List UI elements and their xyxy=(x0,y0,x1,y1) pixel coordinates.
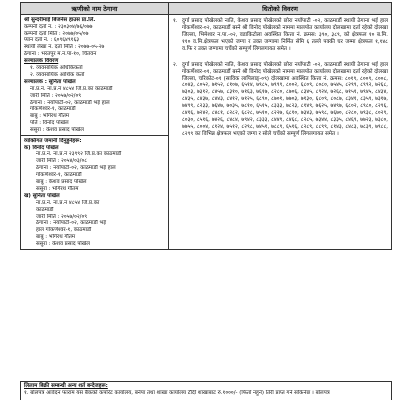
auction-terms-title: लिलाम बिक्री सम्बन्धी अन्य शर्त बन्देजहरू: xyxy=(24,383,108,389)
pan-no: प्यान दर्ता नं. : ६०९६४९१६३ xyxy=(24,37,80,44)
owner-line: गोकर्णेश्वर-१, काठमाडौं xyxy=(30,106,76,113)
guarantor-b-line: ना.प्र.नं. ना.प्र.नं ४८५४ जि.प्र.का xyxy=(36,199,100,206)
owner-line: पति : विनोद पोखेल xyxy=(30,120,69,127)
guarantor-b-line: जारी मिति : २०५७/०२/०९ xyxy=(36,213,88,220)
guarantor-b-line: ससुरा : केशव प्रसाद पोखेल xyxy=(36,241,90,248)
owner-line: ना.प्र.नं. ना.प्र.नं ४८५४ जि.प्र.का काठमाडौं xyxy=(30,85,113,92)
guarantor-a-line: ससुरा : भगिरथ गौतम xyxy=(36,185,79,192)
owner-line: ससुरा : केशव प्रसाद पोखेल xyxy=(30,127,84,134)
company-reg-no: कम्पनी दर्ता नं. : २३०३०४/७६/०७७ xyxy=(24,23,93,30)
guarantor-b-name: ख) सुनिता पोखेल xyxy=(24,192,60,199)
director-item: २. व्यवसायिक आर्थिक कर्ता xyxy=(30,71,85,78)
company-address: ठेगाना : भरतपुर म.न.पा-१०, चितवन xyxy=(24,51,97,58)
collateral-item-2 xyxy=(173,62,388,138)
directors-title: सञ्चालक विवरण xyxy=(24,58,59,65)
guarantor-a-line: बाबु : केशव प्रसाद पोखेल xyxy=(36,179,87,186)
company-name: श्री सुन्दरीमाई बिजनेस हाउस प्रा.लि. xyxy=(24,16,96,23)
borrower-details xyxy=(21,15,168,135)
guarantor-a-line: जारी मिति : २०५४/०३/०८ xyxy=(36,158,88,165)
collateral-item-text: दुर्गा प्रसाद पोखेलको नाति, केशव प्रसाद पोखेलको छोरा नयाँपाटी -०२, काठमाडौं स्थायी ठेगाना भई हाल गोकर्णेश्वर-०१, काठमाडौं बस्ने श्री विनोद पोखेलको नाममा मालपोत कार्यालय दोलखामा दर्ता रहेको दोलखा जिल्ला, चरिकोट-०१ (साविक लापिलाङ्-०९) दोलखामा अवस्थित कित्ता नं. क्रमस: ८०१९, ८००९, ८००८, ८०४३, ८०५२, ७१५२, ८१०७, ६५१४, ७९८५, ७९९९, ८००२, ६८०९, ८०८०, ७५४५, ८२९९, ८९९२, ७२६८, ७३०३, ७३१२, ८४५७, ८३१०, ७१६३, ७६१७, ८२८०, ८७०६, ८३४५, ८९२४, ७२६८, ७१५१, ७९४५, ८४३४, ८४३५, ८४३७, ८४४३, ८४१२, ७१२५, ६८९०, ८७०१, ७७०३, ७१३०, ६८०९, ८०८७, ८३४१, ८३५९, ७३१७, ७४९९, ८२३३, ७६४७, ७०३५, ७८१०, ६५१५, ८३३३, ७८२३, ८१४९, ७६२५, ७४९७, ६८०२, ८९८०, ८२९६, ८४१६, ७२४२, ८४८१, ८२८२, ६८२८, ७५१०, ८२२७, ६८१०, ७३४३, ७५९८, ७६७०, ८२८०, ७९३८, ८०२९, ८०३०, ८५१६, ७४२६, ८४८४, ७९४२, ८३३३, ८४४९, ८४६८, ८२८५, ७३४४, ८३३५, ८४६९, ७७२३, ७३८०, ७७५५, ८००४, ८१२४, ७५१२, ८२९८, ७४५१, ७८८९, ६५१६, ८२८९, ८८९९, ८१४३, ८४८३, ७८३९, ७९८८, ८२९९ का विभिन्न क्षेत्रफल भएको जग्गा र सोले चर्चेको सम्पूर्ण लिगलगायत समेत । xyxy=(182,61,388,137)
auction-terms-line: १. बोलपत्र आवेदन फाराम यस बैंकको कर्पोरेट कार्यालय, बनेपा तथा शाखा कार्यालय टौदी शाखाबाट रु.१०००/- (फिर्ता नहुने) तिरी प्राप्त गर्न सकिनेछ । बोलपत्र xyxy=(24,389,330,396)
collateral-column-header: धितोको विवरण xyxy=(169,3,392,15)
guarantor-a-name: क) विनोद पोखेल xyxy=(24,144,59,151)
owner-line: जारी मिति : २०५७/०२/०९ xyxy=(30,92,82,99)
auction-notice-table xyxy=(20,2,392,250)
guarantor-a-line: ना.प्र.नं. ना.प्र.नं २३९९२ जि.प्र.का काठमाडौं xyxy=(36,151,122,158)
collateral-item-text: दुर्गा प्रसाद पोखेलको नाति, केशव प्रसाद पोखेलको छोरा नयाँपाटी -०२, काठमाडौं स्थायी ठेगाना भई हाल गोकर्णेश्वर-०२, काठमाडौं बस्ने श्री विनोद पोखेलको नाममा मालपोत कार्यालय दोलखामा दर्ता रहेको दोलखा जिल्ला, भिमेश्वर न.पा.-०२, वडाकिटोला अवस्थित कित्ता नं. क्रमस: ३९०, ३८९, को क्षेत्रफल १० ब.मि. ११० व.मि.क्षेत्रफल भएको जग्गा र उक्त जग्गामा निर्मित सेमि ६ तल्ले पक्की घर जम्मा क्षेत्रफल १,१४८ व.फि र उक्त जग्गामा चर्चेको सम्पूर्ण लिगलगायत समेत । xyxy=(182,18,388,52)
guarantor-a-line: ठेगाना : नयाँपाटी-०२, काठमाडौं भई हाल xyxy=(36,165,116,172)
guarantor-a-line: गोकर्णेश्वर-१, काठमाडौं xyxy=(36,172,82,179)
owner-title: सञ्चालक : सुनिता पोखेल xyxy=(24,78,76,85)
auction-terms-section xyxy=(20,381,392,400)
borrower-column-header: ऋणीको नाम ठेगाना xyxy=(21,3,169,15)
director-item: १. व्यवसायिक अधिकिकर्ता xyxy=(30,65,83,72)
guarantor-b-line: हाल गोकर्णेश्वर-१, काठमाडौं xyxy=(36,227,92,234)
owner-line: बाबु : भगिरथ गौतम xyxy=(30,113,70,120)
guarantor-b-line: काठमाडौं xyxy=(36,206,54,213)
pan-reg-date: स्थायी लेखा नं. दर्ता मिति : २०७७-०५-२७ xyxy=(24,44,105,51)
company-reg-date: कम्पनी दर्ता मिति : २०७७/०५/०७ xyxy=(24,30,89,37)
owner-line: ठेगाना : नयाँपाटी-०२, काठमाडौं भई हाल xyxy=(30,99,110,106)
borrower-cell xyxy=(21,15,169,250)
guarantor-b-line: बाबु : भगिरथ गौतम xyxy=(36,234,76,241)
guarantors-block xyxy=(21,135,168,249)
collateral-cell xyxy=(169,15,392,250)
collateral-item-1 xyxy=(173,18,388,53)
collateral-item-number: २. xyxy=(173,61,178,68)
guarantors-title: व्यक्तिगत जमानी दिनुहुनेहरू: xyxy=(24,137,82,144)
guarantor-b-line: ठेगाना : नयाँपाटी-०२, काठमाडौं भई xyxy=(36,220,106,227)
collateral-item-number: १. xyxy=(173,18,178,25)
